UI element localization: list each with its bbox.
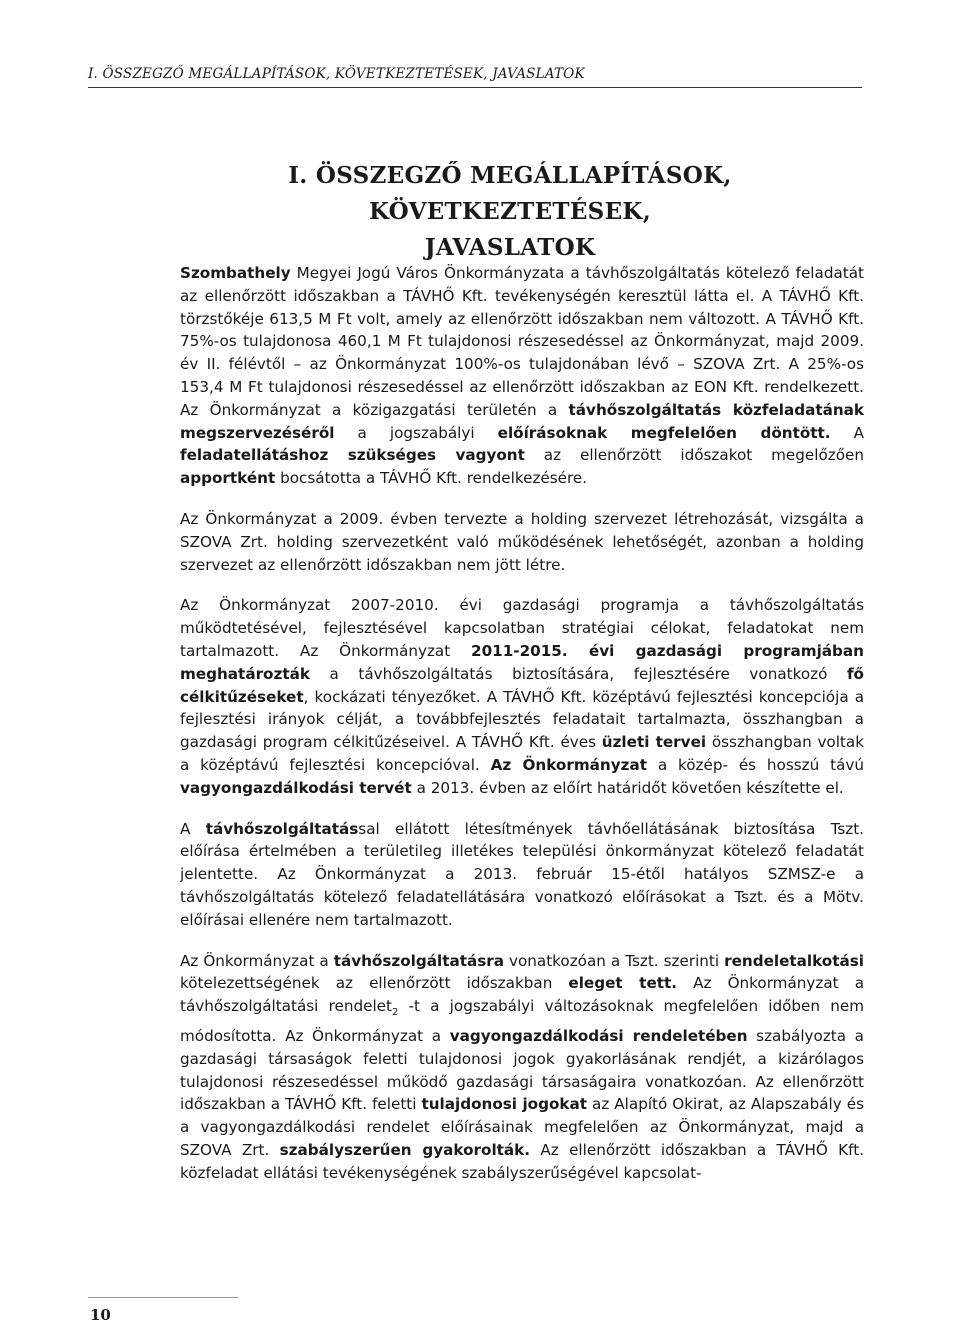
- bold-text-run: fő célkitűzéseket: [180, 664, 864, 706]
- bold-text-run: távhőszolgáltatás: [205, 819, 359, 838]
- bold-text-run: feladatellátáshoz szükséges vagyont: [180, 446, 525, 465]
- chapter-title: [150, 158, 870, 266]
- bold-text-run: vagyongazdálkodási tervét: [180, 778, 412, 797]
- bold-text-run: távhőszolgáltatás közfeladatának megszervezéséről: [180, 400, 864, 442]
- paragraph-1: [180, 262, 864, 490]
- chapter-title-line-1: I. ÖSSZEGZŐ MEGÁLLAPÍTÁSOK, KÖVETKEZTETÉSEK,: [288, 162, 732, 225]
- text-run: összhangban voltak a középtávú fejlesztési koncepcióval.: [180, 733, 864, 774]
- bold-text-run: rendeletalkotási: [724, 951, 864, 970]
- text-run: vonatkozóan a Tszt. szerinti: [504, 951, 725, 970]
- text-run: az ellenőrzött időszakot megelőzően: [524, 446, 865, 465]
- text-run: Az Önkormányzat a 2009. évben tervezte a holding szervezet létrehozását, vizsgálta a SZOVA Zrt. holding szervezetként való működésének lehetőségét, azonban a holding szervezet az ellenőrzött időszakban nem jött létre.: [180, 509, 864, 574]
- text-run: sal ellátott létesítmények távhőellátásának biztosítása Tszt. előírása értelmében a területileg illetékes települési önkormányzat kötelező feladatát jelentette. Az Önkormányzat a 2013. február 15-étől hatályos SZMSZ-e a távhőszolgáltatás kötelező feladatellátására vonatkozó előírásokat a Tszt. és a Mötv. előírásai ellenére nem tartalmazott.: [180, 819, 865, 929]
- paragraph-4: [180, 818, 864, 932]
- text-run: az Alapító Okirat, az Alapszabály és a vagyongazdálkodási rendelet előírásainak megfelelően az Önkormányzat, majd a SZOVA Zrt.: [180, 1095, 865, 1159]
- bold-text-run: szabályszerűen gyakorolták.: [279, 1140, 531, 1159]
- text-run: Az ellenőrzött időszakban a TÁVHŐ Kft. közfeladat ellátási tevékenységének szabályszerűségével kapcsolat-: [180, 1140, 864, 1182]
- text-run: a 2013. évben az előírt határidőt követően készítette el.: [411, 778, 844, 797]
- text-run: Az Önkormányzat a távhőszolgáltatási rendelet: [180, 974, 864, 1016]
- text-run: 2: [391, 1007, 399, 1019]
- chapter-title-line-2: JAVASLATOK: [424, 234, 596, 261]
- bold-text-run: távhőszolgáltatásra: [333, 951, 504, 970]
- text-run: a jogszabályi: [334, 423, 498, 442]
- body-text: [180, 262, 864, 1203]
- bold-text-run: Szombathely: [180, 264, 291, 282]
- text-run: Az Önkormányzat a: [180, 951, 334, 970]
- paragraph-2: [180, 508, 864, 576]
- bold-text-run: eleget tett.: [568, 974, 678, 993]
- text-run: bocsátotta a TÁVHŐ Kft. rendelkezésére.: [275, 469, 588, 488]
- text-run: , kockázati tényezőket. A TÁVHŐ Kft. középtávú fejlesztési koncepciója a fejlesztési irányok célját, a továbbfejlesztés feladatait tartalmazta, összhangban a gazdasági program célkitűzéseivel. A TÁVHŐ Kft. éves: [180, 687, 864, 752]
- text-run: A: [180, 819, 206, 838]
- bold-text-run: előírásoknak megfelelően döntött.: [497, 423, 831, 442]
- text-run: kötelezettségének az ellenőrzött időszakban: [180, 974, 569, 993]
- text-run: A: [830, 423, 864, 442]
- text-run: -t a jogszabályi változásoknak megfelelően időben nem módosította. Az Önkormányzat a: [180, 997, 864, 1045]
- text-run: szabályozta a gazdasági társaságok feletti tulajdonosi jogok gyakorlásának rendjét, a kizárólagos tulajdonosi részesedéssel működő gazdasági társaságaira vonatkozóan. Az ellenőrzött időszakban a TÁVHŐ Kft. feletti: [180, 1026, 864, 1114]
- bold-text-run: apportként: [180, 469, 276, 488]
- bold-text-run: üzleti tervei: [601, 733, 707, 752]
- text-run: a távhőszolgáltatás biztosítására, fejlesztésére vonatkozó: [309, 664, 847, 683]
- bold-text-run: 2011-2015. évi gazdasági programjában meghatározták: [180, 641, 864, 683]
- footer-rule: [88, 1297, 238, 1298]
- bold-text-run: Az Önkormányzat: [490, 755, 647, 774]
- text-run: Megyei Jogú Város Önkormányzata a távhőszolgáltatás kötelező feladatát az ellenőrzött időszakban a TÁVHŐ Kft. tevékenységén keresztül látta el. A TÁVHŐ Kft. törzstőkéje 613,5 M Ft volt, amely az ellenőrzött időszakban nem változott. A TÁVHŐ Kft. 75%-os tulajdonosa 460,1 M Ft tulajdonosi részesedéssel az Önkormányzat, majd 2009. év II. félévtől – az Önkormányzat 100%-os tulajdonában lévő – SZOVA Zrt. A 25%-os 153,4 M Ft tulajdonosi részesedéssel az ellenőrzött időszakban az EON Kft. rendelkezett. Az Önkormányzat a közigazgatási területén a: [180, 264, 864, 419]
- page-number: 10: [90, 1306, 111, 1324]
- paragraph-3: [180, 594, 864, 799]
- bold-text-run: vagyongazdálkodási rendeletében: [449, 1026, 748, 1045]
- text-run: a közép- és hosszú távú: [646, 755, 865, 774]
- text-run: Az Önkormányzat 2007-2010. évi gazdasági programja a távhőszolgáltatás működtetésével, fejlesztésével kapcsolatban stratégiai célokat, feladatokat nem tartalmazott. Az Önkormányzat: [180, 596, 864, 660]
- running-header: I. ÖSSZEGZŐ MEGÁLLAPÍTÁSOK, KÖVETKEZTETÉSEK, JAVASLATOK: [88, 66, 862, 88]
- bold-text-run: tulajdonosi jogokat: [421, 1095, 588, 1114]
- paragraph-5: [180, 950, 864, 1185]
